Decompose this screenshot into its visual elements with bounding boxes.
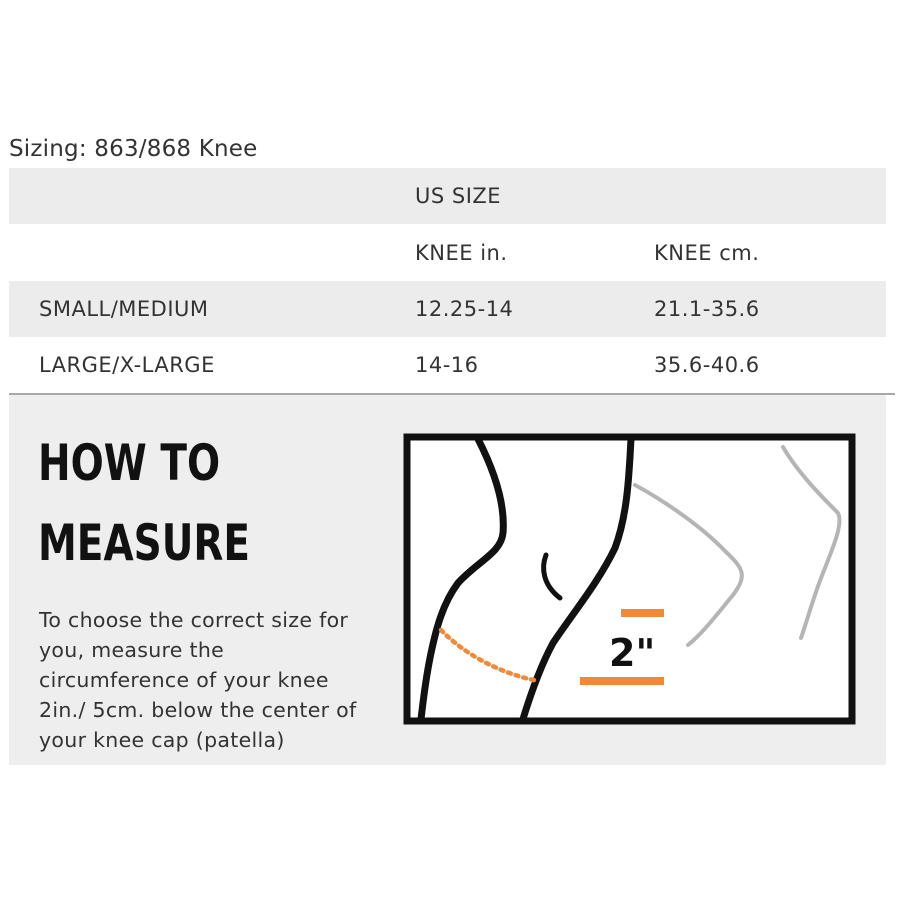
heading-line-2: MEASURE xyxy=(38,514,251,572)
size-cm: 21.1-35.6 xyxy=(654,297,760,321)
table-row xyxy=(9,281,886,337)
size-inches: 14-16 xyxy=(415,353,479,377)
column-knee-cm: KNEE cm. xyxy=(654,241,760,265)
table-header-row xyxy=(9,168,886,224)
size-inches: 12.25-14 xyxy=(415,297,514,321)
heading-line-1: HOW TO xyxy=(38,434,221,492)
table-columns-row xyxy=(9,225,886,281)
size-name: LARGE/X-LARGE xyxy=(39,353,215,377)
column-knee-in: KNEE in. xyxy=(415,241,508,265)
two-inch-label: 2" xyxy=(609,631,656,675)
knee-measure-illustration-icon xyxy=(403,433,856,725)
table-row xyxy=(9,337,886,393)
size-name: SMALL/MEDIUM xyxy=(39,297,209,321)
us-size-header: US SIZE xyxy=(415,184,502,208)
how-to-measure-heading xyxy=(38,423,250,583)
measure-instructions: To choose the correct size for you, measure the circumference of your knee 2in./ 5cm. below the center of your knee cap (patella) xyxy=(39,608,357,752)
size-cm: 35.6-40.6 xyxy=(654,353,760,377)
page-title: Sizing: 863/868 Knee xyxy=(9,136,258,162)
